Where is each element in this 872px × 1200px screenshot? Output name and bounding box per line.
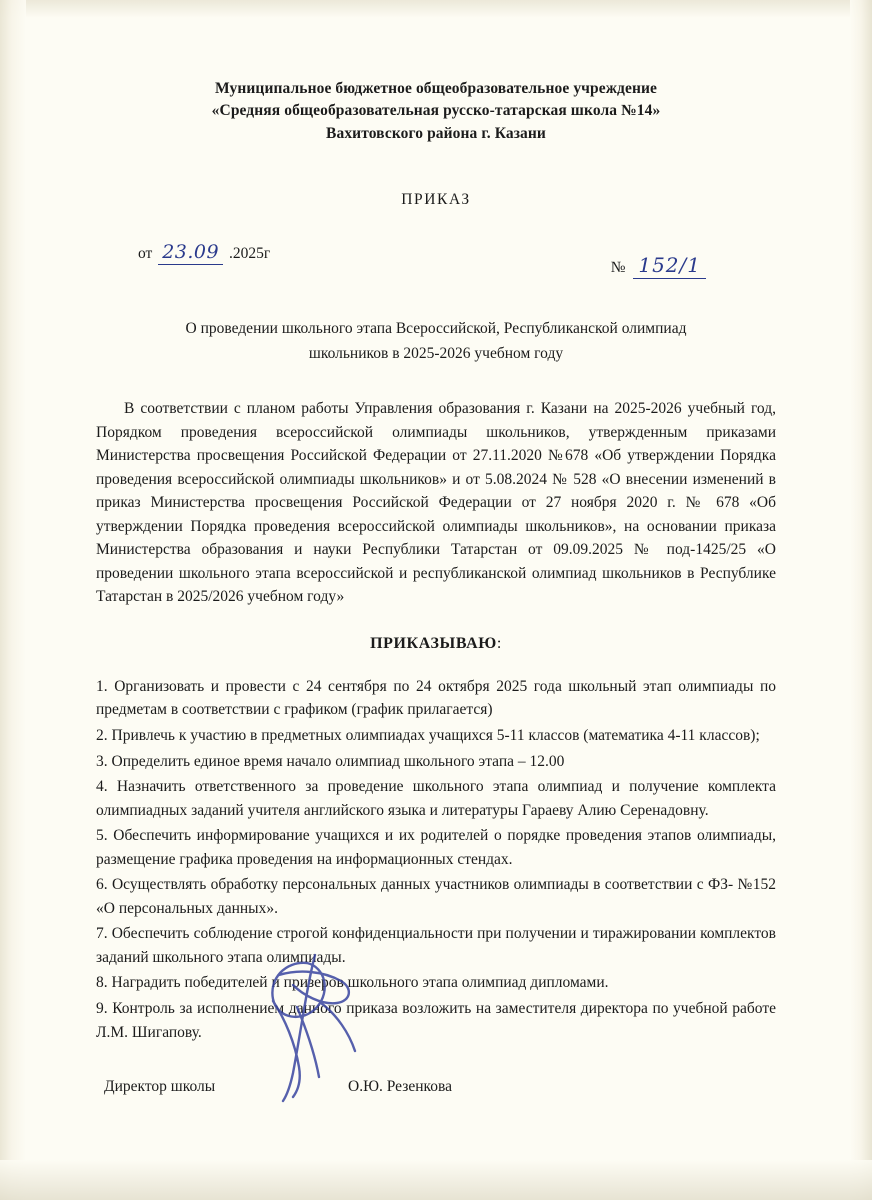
- order-item: 8. Наградить победителей и призеров школьного этапа олимпиад дипломами.: [96, 974, 609, 992]
- document-number: [611, 253, 706, 277]
- scan-edge-bottom: [0, 1160, 872, 1200]
- order-item: 7. Обеспечить соблюдение строгой конфиденциальности при получении и тиражировании комплектов заданий школьного этапа олимпиады.: [96, 925, 776, 966]
- order-items-list: [96, 675, 776, 1044]
- order-keyword-text: ПРИКАЗЫВАЮ: [370, 634, 497, 652]
- order-item: 5. Обеспечить информирование учащихся и их родителей о порядке проведения этапов олимпиады, размещение графика проведения на информационных стендах.: [96, 827, 776, 868]
- scan-edge-right: [850, 0, 872, 1200]
- document-subject: [96, 317, 776, 367]
- organization-line-3: Вахитовского района г. Казани: [326, 124, 546, 142]
- date-suffix-label: .2025г: [228, 245, 271, 263]
- document-type-title: ПРИКАЗ: [401, 191, 471, 209]
- scan-edge-left: [0, 0, 26, 1200]
- date-prefix-label: от: [138, 245, 153, 263]
- document-date: [138, 241, 270, 263]
- order-item: 3. Определить единое время начало олимпиад школьного этапа – 12.00: [96, 752, 565, 770]
- order-item: 4. Назначить ответственного за проведение школьного этапа олимпиад и получение комплекта олимпиадных заданий учителя английского языка и литературы Гараеву Алию Серенадовну.: [96, 778, 776, 819]
- subject-line-1: О проведении школьного этапа Всероссийской, Республиканской олимпиад: [185, 320, 687, 338]
- date-handwritten-value: 23.09: [158, 241, 223, 265]
- signature-name: О.Ю. Резенкова: [348, 1078, 453, 1096]
- organization-line-1: Муниципальное бюджетное общеобразовательное учреждение: [214, 80, 658, 97]
- scan-edge-top: [0, 0, 872, 18]
- organization-header: [96, 78, 776, 145]
- order-item: 9. Контроль за исполнением данного приказа возложить на заместителя директора по учебной работе Л.М. Шигапову.: [96, 1000, 776, 1041]
- organization-line-2: «Средняя общеобразовательная русско-татарская школа №14»: [211, 102, 661, 120]
- preamble-paragraph: В соответствии с планом работы Управления образования г. Казани на 2025-2026 учебный год, Порядком проведения всероссийской олимпиады школьников, утвержденным приказами Министерства просвещения Российской Федерации от 27.11.2020 №678 «Об утверждении Порядка проведения всероссийской олимпиады школьников» и от 5.08.2024 № 528 «О внесении изменений в приказ Министерства просвещения Российской Федерации от 27 ноября 2020 г. № 678 «Об утверждении Порядка проведения всероссийской олимпиады школьников», на основании приказа Министерства образования и науки Республики Татарстан от 09.09.2025 № под-1425/25 «О проведении школьного этапа всероссийской и республиканской олимпиад школьников в Республике Татарстан в 2025/2026 учебном году»: [96, 400, 776, 606]
- number-label: №: [610, 259, 626, 277]
- subject-line-2: школьников в 2025-2026 учебном году: [308, 345, 564, 363]
- order-keyword: [96, 635, 776, 653]
- order-item: 2. Привлечь к участию в предметных олимпиадах учащихся 5-11 классов (математика 4-11 классов);: [96, 727, 760, 745]
- order-item: 6. Осуществлять обработку персональных данных участников олимпиады в соответствии с ФЗ- №152 «О персональных данных».: [96, 876, 776, 917]
- number-handwritten-value: 152/1: [633, 253, 706, 279]
- order-keyword-colon: :: [496, 634, 502, 652]
- document-meta-row: [96, 237, 776, 277]
- signature-title: Директор школы: [104, 1078, 216, 1096]
- signature-block: [96, 1078, 776, 1118]
- document-content: [96, 78, 776, 1118]
- order-item: 1. Организовать и провести с 24 сентября по 24 октября 2025 года школьный этап олимпиады по предметам в соответствии с графиком (график прилагается): [96, 677, 776, 719]
